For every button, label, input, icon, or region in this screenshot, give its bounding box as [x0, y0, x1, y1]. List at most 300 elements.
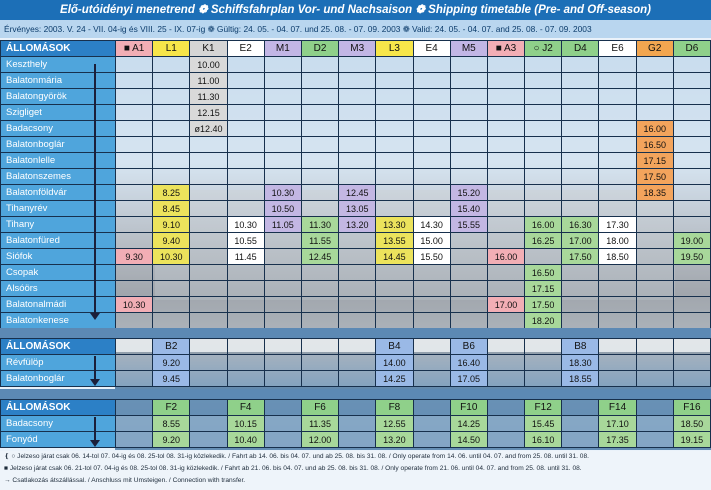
route-header: B8 [562, 339, 599, 355]
empty-cell [487, 137, 524, 153]
empty-cell [636, 432, 673, 448]
route-header: K1 [190, 41, 227, 57]
empty-cell [376, 169, 413, 185]
route-header: F14 [599, 400, 636, 416]
empty-cell [413, 297, 450, 313]
departure-time: 16.40 [450, 355, 487, 371]
departure-time: 16.25 [525, 233, 562, 249]
table-row [1, 137, 711, 153]
empty-cell [264, 371, 301, 387]
empty-cell [636, 281, 673, 297]
route-header [599, 339, 636, 355]
route-header: E2 [227, 41, 264, 57]
departure-time: 10.55 [227, 233, 264, 249]
empty-cell [190, 313, 227, 329]
empty-cell [487, 185, 524, 201]
station-name: Tihany [1, 217, 116, 233]
empty-cell [190, 169, 227, 185]
departure-time: 13.20 [339, 217, 376, 233]
departure-time: 18.35 [636, 185, 673, 201]
empty-cell [562, 201, 599, 217]
empty-cell [636, 355, 673, 371]
station-name: Balatonalmádi [1, 297, 116, 313]
departure-time: 15.40 [450, 201, 487, 217]
table-row [1, 121, 711, 137]
route-header: ■ A3 [487, 41, 524, 57]
empty-cell [190, 371, 227, 387]
route-header: F16 [673, 400, 710, 416]
table-row [1, 297, 711, 313]
empty-cell [339, 313, 376, 329]
route-header [227, 339, 264, 355]
empty-cell [116, 185, 153, 201]
route-header [264, 400, 301, 416]
empty-cell [562, 121, 599, 137]
empty-cell [301, 185, 338, 201]
empty-cell [599, 137, 636, 153]
empty-cell [487, 73, 524, 89]
empty-cell [525, 371, 562, 387]
empty-cell [301, 57, 338, 73]
empty-cell [599, 297, 636, 313]
empty-cell [227, 153, 264, 169]
empty-cell [116, 201, 153, 217]
route-header: ■ A1 [116, 41, 153, 57]
empty-cell [301, 137, 338, 153]
empty-cell [301, 73, 338, 89]
empty-cell [599, 313, 636, 329]
empty-cell [153, 169, 190, 185]
empty-cell [339, 89, 376, 105]
departure-time: 17.30 [599, 217, 636, 233]
empty-cell [525, 73, 562, 89]
departure-time: 9.20 [153, 432, 190, 448]
stations-header: ÁLLOMÁSOK [1, 339, 116, 355]
empty-cell [301, 313, 338, 329]
route-header [673, 339, 710, 355]
empty-cell [413, 416, 450, 432]
empty-cell [264, 432, 301, 448]
departure-time: 11.35 [301, 416, 338, 432]
empty-cell [673, 281, 710, 297]
departure-time: 17.50 [562, 249, 599, 265]
departure-time: 14.25 [450, 416, 487, 432]
empty-cell [116, 355, 153, 371]
empty-cell [264, 355, 301, 371]
empty-cell [301, 297, 338, 313]
empty-cell [116, 105, 153, 121]
departure-time: 17.35 [599, 432, 636, 448]
empty-cell [376, 265, 413, 281]
table-row [1, 432, 711, 448]
departure-time: 12.55 [376, 416, 413, 432]
empty-cell [116, 217, 153, 233]
empty-cell [227, 297, 264, 313]
empty-cell [450, 137, 487, 153]
empty-cell [562, 281, 599, 297]
departure-time: 19.50 [673, 249, 710, 265]
footnotes [0, 451, 711, 490]
station-name: Révfülöp [1, 355, 116, 371]
departure-time: 11.45 [227, 249, 264, 265]
empty-cell [190, 153, 227, 169]
empty-cell [190, 249, 227, 265]
empty-cell [413, 355, 450, 371]
empty-cell [450, 281, 487, 297]
empty-cell [376, 153, 413, 169]
departure-time: 10.30 [153, 249, 190, 265]
empty-cell [413, 371, 450, 387]
station-name: Alsóörs [1, 281, 116, 297]
route-header [413, 339, 450, 355]
route-header: L3 [376, 41, 413, 57]
empty-cell [673, 217, 710, 233]
empty-cell [264, 105, 301, 121]
empty-cell [413, 201, 450, 217]
section-divider [0, 389, 711, 399]
departure-time: 18.00 [599, 233, 636, 249]
empty-cell [525, 355, 562, 371]
empty-cell [153, 281, 190, 297]
empty-cell [376, 121, 413, 137]
empty-cell [264, 233, 301, 249]
page-title: Elő-utóidényi menetrend ❁ Schiffsfahrplan Vor- und Nachsaison ❁ Shipping timetable (Pre- and Off-season) [0, 0, 711, 20]
route-header [487, 400, 524, 416]
departure-time: 17.50 [525, 297, 562, 313]
departure-time: 12.45 [301, 249, 338, 265]
empty-cell [636, 297, 673, 313]
footnote: → Csatlakozás átszállással. / Anschluss mit Umsteigen. / Connection with transfer. [4, 477, 246, 484]
empty-cell [264, 249, 301, 265]
departure-time: 15.45 [525, 416, 562, 432]
station-name: Csopak [1, 265, 116, 281]
empty-cell [599, 105, 636, 121]
empty-cell [413, 313, 450, 329]
empty-cell [116, 313, 153, 329]
empty-cell [525, 249, 562, 265]
departure-time: 9.20 [153, 355, 190, 371]
timetable-badacsony [0, 399, 711, 448]
departure-time: 10.50 [264, 201, 301, 217]
empty-cell [636, 57, 673, 73]
empty-cell [116, 73, 153, 89]
empty-cell [116, 233, 153, 249]
station-name: Balatonboglár [1, 137, 116, 153]
departure-time: 11.30 [301, 217, 338, 233]
empty-cell [376, 281, 413, 297]
empty-cell [636, 416, 673, 432]
empty-cell [562, 432, 599, 448]
empty-cell [376, 89, 413, 105]
station-name: Balatonföldvár [1, 185, 116, 201]
empty-cell [376, 73, 413, 89]
empty-cell [339, 105, 376, 121]
empty-cell [339, 416, 376, 432]
empty-cell [116, 265, 153, 281]
departure-time: 17.50 [636, 169, 673, 185]
departure-time: 10.30 [116, 297, 153, 313]
empty-cell [227, 121, 264, 137]
station-name: Szigliget [1, 105, 116, 121]
empty-cell [673, 265, 710, 281]
empty-cell [599, 265, 636, 281]
departure-time: 15.00 [413, 233, 450, 249]
empty-cell [264, 416, 301, 432]
route-header [339, 400, 376, 416]
empty-cell [301, 121, 338, 137]
route-header: D4 [562, 41, 599, 57]
empty-cell [301, 355, 338, 371]
departure-time: 14.50 [450, 432, 487, 448]
departure-time: 17.00 [562, 233, 599, 249]
empty-cell [153, 297, 190, 313]
departure-time: 14.00 [376, 355, 413, 371]
empty-cell [525, 105, 562, 121]
departure-time: 16.00 [525, 217, 562, 233]
empty-cell [599, 169, 636, 185]
empty-cell [525, 57, 562, 73]
empty-cell [227, 355, 264, 371]
empty-cell [562, 416, 599, 432]
empty-cell [116, 281, 153, 297]
timetable-main [0, 40, 711, 329]
departure-time: 9.40 [153, 233, 190, 249]
departure-time: 10.15 [227, 416, 264, 432]
empty-cell [413, 57, 450, 73]
empty-cell [339, 281, 376, 297]
empty-cell [673, 201, 710, 217]
empty-cell [487, 105, 524, 121]
empty-cell [599, 89, 636, 105]
empty-cell [227, 265, 264, 281]
empty-cell [301, 169, 338, 185]
empty-cell [227, 185, 264, 201]
empty-cell [636, 73, 673, 89]
empty-cell [673, 137, 710, 153]
empty-cell [376, 105, 413, 121]
empty-cell [562, 137, 599, 153]
empty-cell [264, 137, 301, 153]
empty-cell [673, 371, 710, 387]
table-row [1, 185, 711, 201]
table-row [1, 281, 711, 297]
empty-cell [413, 265, 450, 281]
route-header: M1 [264, 41, 301, 57]
empty-cell [376, 313, 413, 329]
empty-cell [227, 371, 264, 387]
empty-cell [636, 371, 673, 387]
route-header: M5 [450, 41, 487, 57]
empty-cell [264, 169, 301, 185]
empty-cell [413, 73, 450, 89]
departure-time: 14.45 [376, 249, 413, 265]
empty-cell [599, 153, 636, 169]
table-row [1, 355, 711, 371]
departure-time: 11.00 [190, 73, 227, 89]
empty-cell [562, 153, 599, 169]
empty-cell [673, 313, 710, 329]
empty-cell [450, 153, 487, 169]
empty-cell [413, 281, 450, 297]
empty-cell [487, 57, 524, 73]
departure-time: 12.15 [190, 105, 227, 121]
empty-cell [227, 313, 264, 329]
empty-cell [562, 313, 599, 329]
departure-time: 11.05 [264, 217, 301, 233]
empty-cell [413, 137, 450, 153]
station-name: Tihanyrév [1, 201, 116, 217]
empty-cell [599, 201, 636, 217]
empty-cell [562, 185, 599, 201]
empty-cell [636, 233, 673, 249]
empty-cell [116, 57, 153, 73]
footnote: ■ Jelzeso járat csak 06. 21-tol 07. 04-ig és 08. 25-tol 08. 31-ig közlekedik. / Fahrt ab 21. 06. bis 04. 07. und ab 25. 08. bis 31. 08. / Only operate from 21. 06. until 04. 07. and from 25. 08. until 31. 08. [4, 465, 582, 472]
route-header [301, 339, 338, 355]
station-name: Badacsony [1, 121, 116, 137]
empty-cell [450, 121, 487, 137]
empty-cell [339, 265, 376, 281]
empty-cell [673, 105, 710, 121]
empty-cell [599, 121, 636, 137]
departure-time: ø12.40 [190, 121, 227, 137]
empty-cell [487, 89, 524, 105]
empty-cell [487, 233, 524, 249]
empty-cell [153, 153, 190, 169]
empty-cell [636, 313, 673, 329]
empty-cell [116, 371, 153, 387]
empty-cell [264, 121, 301, 137]
empty-cell [190, 137, 227, 153]
empty-cell [190, 355, 227, 371]
empty-cell [673, 89, 710, 105]
empty-cell [450, 169, 487, 185]
departure-time: 11.55 [301, 233, 338, 249]
route-header [487, 339, 524, 355]
empty-cell [413, 169, 450, 185]
empty-cell [264, 153, 301, 169]
empty-cell [487, 313, 524, 329]
route-header: F2 [153, 400, 190, 416]
empty-cell [227, 169, 264, 185]
empty-cell [190, 297, 227, 313]
departure-time: 18.50 [673, 416, 710, 432]
route-header: F12 [525, 400, 562, 416]
station-name: Balatonmária [1, 73, 116, 89]
empty-cell [339, 169, 376, 185]
empty-cell [116, 416, 153, 432]
table-row [1, 371, 711, 387]
empty-cell [450, 57, 487, 73]
empty-cell [599, 355, 636, 371]
empty-cell [450, 265, 487, 281]
empty-cell [450, 297, 487, 313]
route-header [525, 339, 562, 355]
table-row [1, 249, 711, 265]
empty-cell [673, 73, 710, 89]
departure-time: 17.05 [450, 371, 487, 387]
station-name: Balatonszemes [1, 169, 116, 185]
route-header: ○ J2 [525, 41, 562, 57]
empty-cell [376, 57, 413, 73]
departure-time: 13.20 [376, 432, 413, 448]
empty-cell [376, 185, 413, 201]
station-name: Siófok [1, 249, 116, 265]
empty-cell [487, 371, 524, 387]
table-row [1, 153, 711, 169]
departure-time: 9.10 [153, 217, 190, 233]
route-header: E6 [599, 41, 636, 57]
empty-cell [301, 201, 338, 217]
empty-cell [413, 89, 450, 105]
empty-cell [599, 57, 636, 73]
empty-cell [450, 89, 487, 105]
route-header: L1 [153, 41, 190, 57]
empty-cell [636, 217, 673, 233]
route-header: D2 [301, 41, 338, 57]
table-row [1, 73, 711, 89]
route-header: B2 [153, 339, 190, 355]
empty-cell [487, 121, 524, 137]
departure-time: 8.45 [153, 201, 190, 217]
departure-time: 19.15 [673, 432, 710, 448]
empty-cell [673, 153, 710, 169]
station-name: Balatonkenese [1, 313, 116, 329]
empty-cell [562, 265, 599, 281]
empty-cell [264, 281, 301, 297]
table-row [1, 313, 711, 329]
departure-time: 16.50 [525, 265, 562, 281]
empty-cell [673, 57, 710, 73]
empty-cell [673, 355, 710, 371]
empty-cell [190, 201, 227, 217]
empty-cell [227, 137, 264, 153]
empty-cell [562, 73, 599, 89]
empty-cell [636, 265, 673, 281]
empty-cell [487, 281, 524, 297]
departure-time: 19.00 [673, 233, 710, 249]
departure-time: 13.30 [376, 217, 413, 233]
departure-time: 17.15 [525, 281, 562, 297]
empty-cell [525, 153, 562, 169]
departure-time: 11.30 [190, 89, 227, 105]
empty-cell [153, 57, 190, 73]
empty-cell [153, 105, 190, 121]
departure-time: 9.45 [153, 371, 190, 387]
empty-cell [487, 217, 524, 233]
empty-cell [339, 137, 376, 153]
empty-cell [301, 89, 338, 105]
empty-cell [636, 105, 673, 121]
empty-cell [153, 73, 190, 89]
empty-cell [525, 185, 562, 201]
empty-cell [599, 371, 636, 387]
empty-cell [339, 73, 376, 89]
empty-cell [116, 432, 153, 448]
empty-cell [264, 73, 301, 89]
empty-cell [599, 185, 636, 201]
empty-cell [636, 89, 673, 105]
table-row [1, 169, 711, 185]
empty-cell [190, 233, 227, 249]
empty-cell [450, 73, 487, 89]
empty-cell [487, 355, 524, 371]
empty-cell [562, 105, 599, 121]
stations-header: ÁLLOMÁSOK [1, 400, 116, 416]
route-header: G2 [636, 41, 673, 57]
empty-cell [487, 432, 524, 448]
empty-cell [487, 169, 524, 185]
empty-cell [190, 416, 227, 432]
